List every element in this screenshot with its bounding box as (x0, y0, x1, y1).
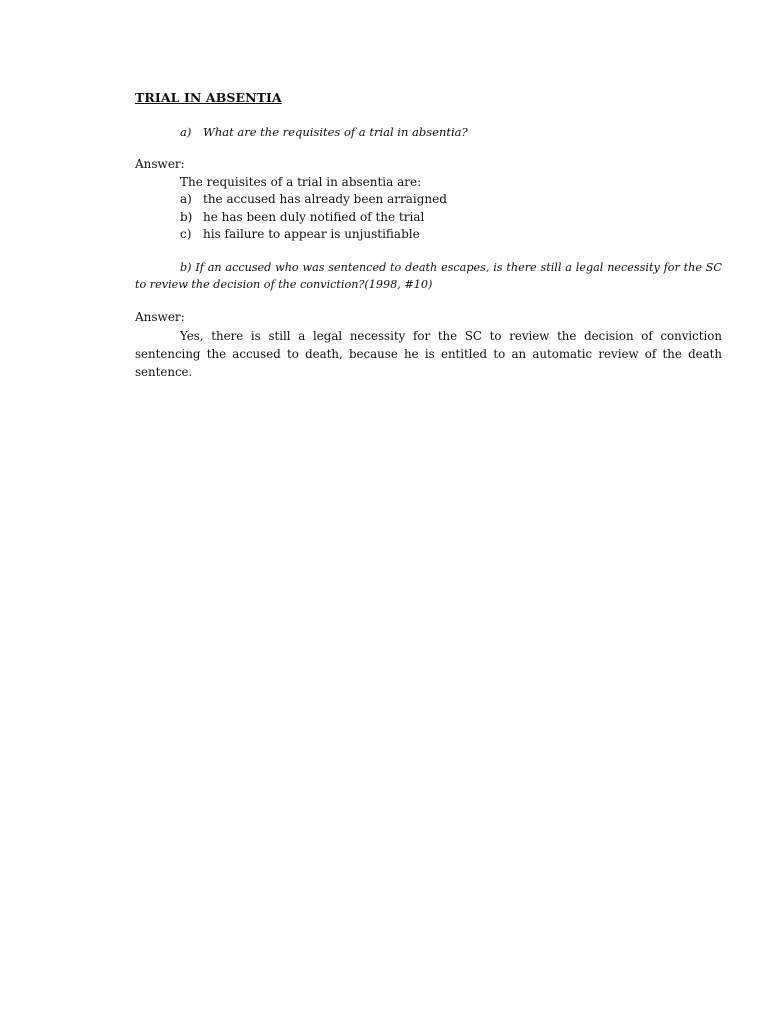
list-item-text: he has been duly notified of the trial (203, 209, 425, 224)
answer-a-label: Answer: (135, 157, 185, 171)
list-item-text: the accused has already been arraigned (203, 192, 447, 207)
list-item (180, 191, 447, 208)
answer-b-text: Yes, there is still a legal necessity for the SC to review the decision of conviction sentencing the accused to death, because he is entitled to an automatic review of the death sentence. (135, 329, 722, 379)
question-b: b) If an accused who was sentenced to death escapes, is there still a legal necessity for the SC to review the decision of the conviction?(1998, #10) (135, 261, 722, 291)
answer-a-body (180, 174, 447, 243)
list-item-marker: b) (180, 209, 193, 224)
question-a-text: What are the requisites of a trial in absentia? (203, 125, 468, 139)
question-a (180, 124, 468, 141)
list-item (180, 209, 447, 226)
list-item-marker: c) (180, 226, 192, 241)
answer-a-intro: The requisites of a trial in absentia are: (180, 175, 422, 189)
list-item-marker: a) (180, 192, 192, 207)
answer-b-label: Answer: (135, 310, 185, 324)
question-a-marker: a) (180, 125, 192, 139)
section-title: TRIAL IN ABSENTIA (135, 90, 282, 105)
list-item-text: his failure to appear is unjustifiable (203, 226, 420, 241)
list-item (180, 226, 447, 243)
